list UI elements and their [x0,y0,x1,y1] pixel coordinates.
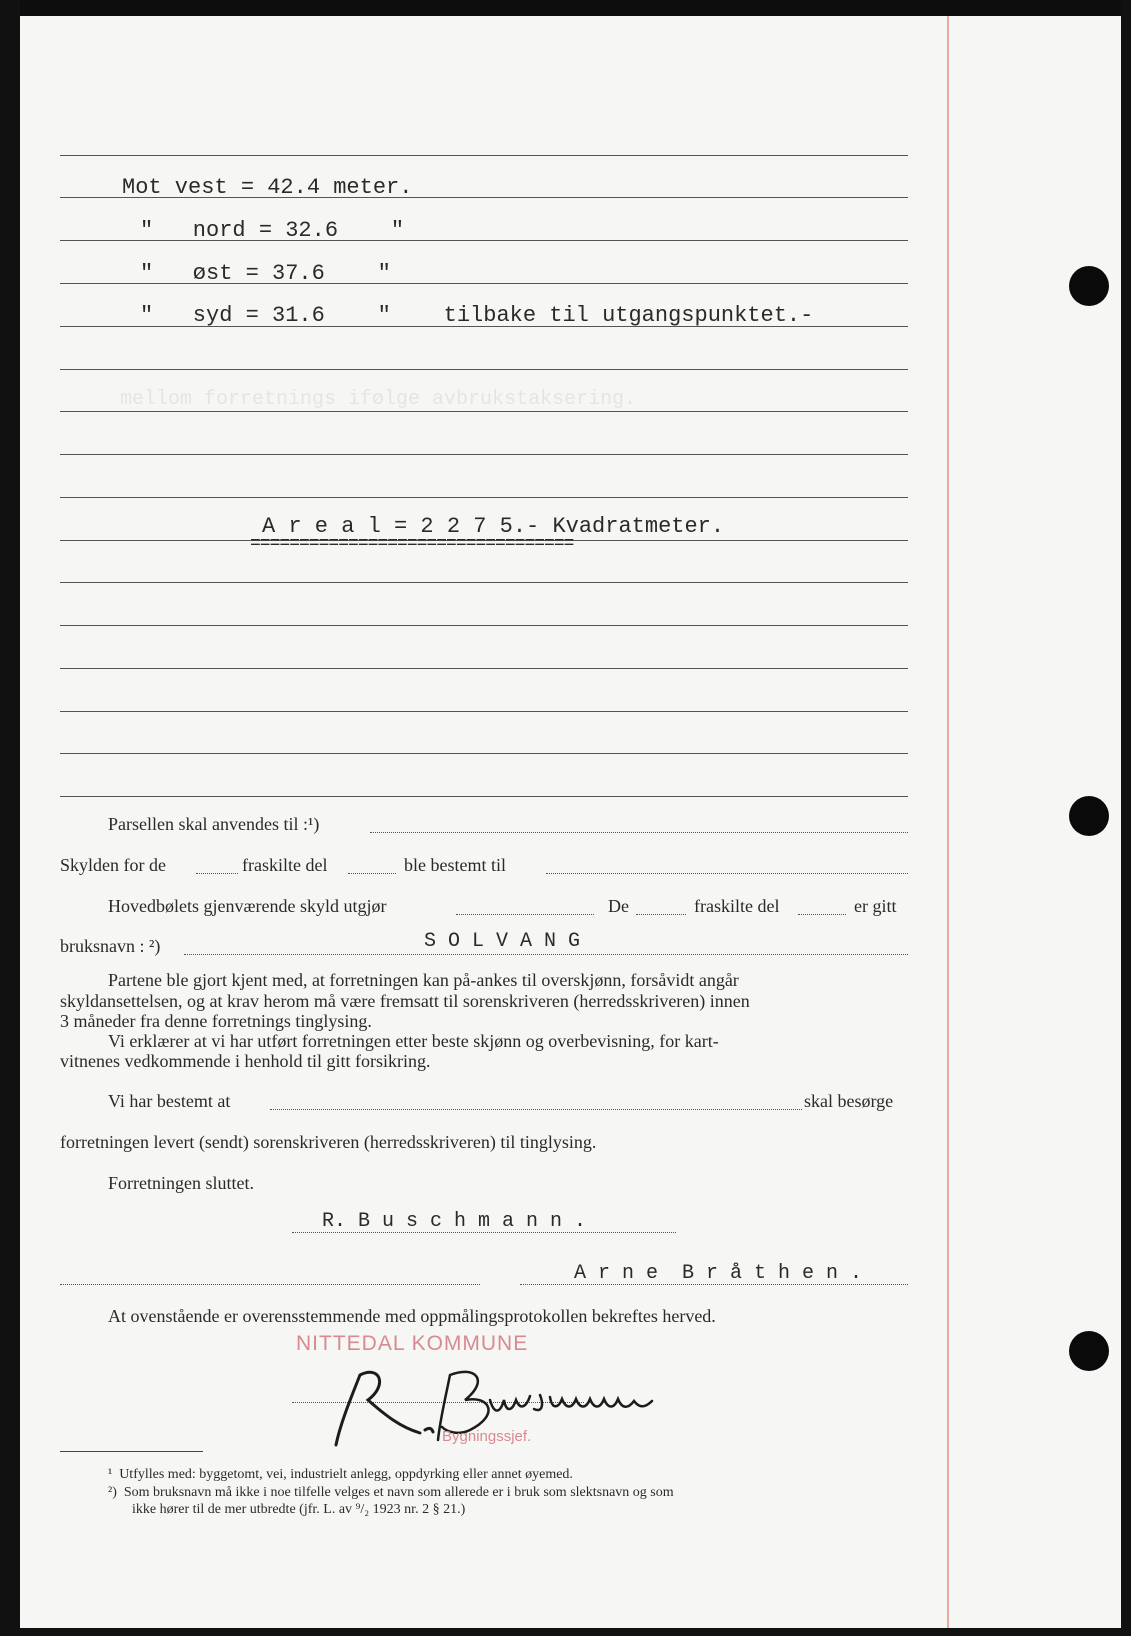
footnote-rule [60,1451,203,1452]
dotted-fill [456,914,594,915]
measurement-south: " syd = 31.6 " tilbake til utgangspunktet.- [140,303,814,328]
dotted-fill [370,832,908,833]
ruled-line [60,668,908,669]
bleed-through: mellom forretnings ifølge avbrukstaksering. [120,388,637,411]
levert-line: forretningen levert (sendt) sorenskriveren (herredsskriveren) til tinglysing. [60,1132,597,1152]
erklaerer-line-1: Vi erklærer at vi har utført forretningen etter beste skjønn og overbevisning, for kart- [108,1031,719,1051]
measurement-north: " nord = 32.6 " [140,218,405,243]
punch-hole [1069,266,1109,306]
bruksnavn-label: bruksnavn : ²) [60,936,161,956]
punch-hole [1069,1331,1109,1371]
scan-border-bottom [0,1628,1131,1636]
dotted-fill [546,873,908,874]
confirmation-line: At ovenstående er overensstemmende med oppmålingsprotokollen bekreftes herved. [108,1306,716,1326]
kommune-stamp: NITTEDAL KOMMUNE [296,1332,529,1355]
partene-line-2: skyldansettelsen, og at krav herom må være fremsatt til sorenskriveren (herredsskriveren) innen [60,991,750,1011]
ruled-line [60,369,908,370]
dotted-fill [636,914,686,915]
besorge-label: skal besørge [804,1091,894,1111]
red-margin-line [947,16,949,1628]
bruksnavn-value: S O L V A N G [424,930,581,953]
ruled-line [60,625,908,626]
ruled-line [60,711,908,712]
partene-line-1: Partene ble gjort kjent med, at forretningen kan på-ankes til overskjønn, forsåvidt angår [108,970,739,990]
erklaerer-line-2: vitnenes vedkommende i henhold til gitt forsikring. [60,1051,431,1071]
dotted-fill [196,873,238,874]
footnote-1: ¹ Utfylles med: byggetomt, vei, industrielt anlegg, oppdyrking eller annet øyemed. [108,1467,573,1482]
scan-border-top [0,0,1131,16]
sluttet-line: Forretningen sluttet. [108,1173,254,1193]
ruled-line [60,155,908,156]
skylden-fraskilte: fraskilte del [242,855,328,875]
skylden-label: Skylden for de [60,855,166,875]
area-underline: ================================= [250,534,574,554]
hovedbolet-de: De [608,896,629,916]
hovedbolet-gitt: er gitt [854,896,897,916]
scan-border-right [1121,0,1131,1636]
parsellen-label: Parsellen skal anvendes til :¹) [108,814,320,834]
bestemt-label: Vi har bestemt at [108,1091,231,1111]
dotted-fill [348,873,396,874]
ruled-line [60,582,908,583]
signature-line [60,1284,480,1285]
ruled-line [60,454,908,455]
signature-brathen: A r n e B r å t h e n . [574,1262,863,1285]
hovedbolet-fraskilte: fraskilte del [694,896,780,916]
footnote-2-line-2: ikke hører til de mer utbredte (jfr. L. av ⁹/₂ 1923 nr. 2 § 21.) [132,1502,466,1517]
dotted-fill [270,1109,802,1110]
measurement-east: " øst = 37.6 " [140,261,391,286]
dotted-fill [798,914,846,915]
ruled-line [60,411,908,412]
skylden-bestemt: ble bestemt til [404,855,506,875]
scan-border-left [0,0,20,1636]
partene-line-3: 3 måneder fra denne forretnings tinglysing. [60,1011,372,1031]
hovedbolet-label: Hovedbølets gjenværende skyld utgjør [108,896,387,916]
bygningssjef-stamp: Bygningssjef. [442,1428,532,1445]
ruled-line [60,497,908,498]
measurement-west: Mot vest = 42.4 meter. [122,175,413,200]
footnote-2-line-1: ²) Som bruksnavn må ikke i noe tilfelle velges et navn som allerede er i bruk som slektsnavn og som [108,1485,674,1500]
ruled-line [60,796,908,797]
punch-hole [1069,796,1109,836]
area-total: A r e a l = 2 2 7 5.- Kvadratmeter. [262,514,725,539]
ruled-line [60,753,908,754]
signature-buschmann: R. B u s c h m a n n . [322,1210,587,1233]
dotted-fill [184,954,908,955]
